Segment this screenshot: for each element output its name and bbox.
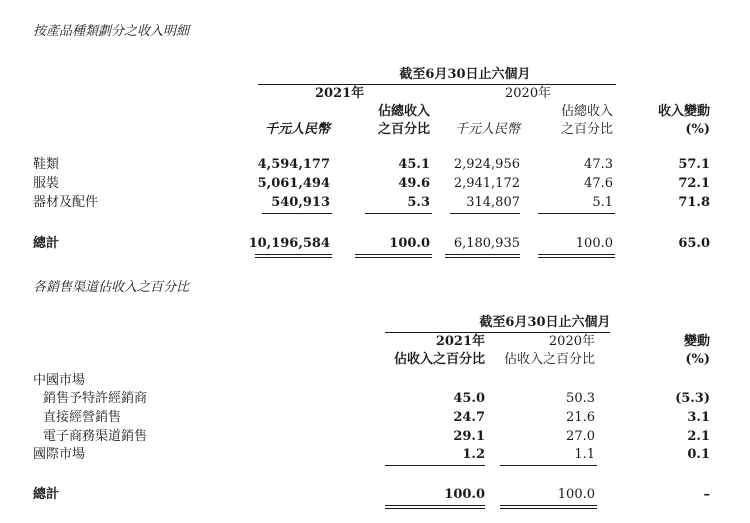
total-change: 65.0 [678,236,710,251]
underline-pct-2021 [385,465,485,466]
row-pct-2021: 24.7 [453,410,485,425]
total-rmb-2020: 6,180,935 [453,236,520,251]
col-change-line2: (%) [685,352,710,367]
col-pct-2021-line2: 之百分比 [377,122,430,137]
col-rmb-2021: 千元人民幣 [264,122,330,137]
double-underline [255,254,332,258]
year-2020-header: 2020年 [548,334,595,349]
period-underline [385,332,610,333]
underline-rmb-2020 [450,213,520,214]
row-pct-2020: 5.1 [592,195,613,210]
row-label: 器材及配件 [33,195,99,210]
section1-period-header: 截至6月30日止六個月 [399,67,531,82]
section2-title: 各銷售渠道佔收入之百分比 [33,280,190,295]
row-pct-2021: 1.2 [462,447,485,462]
row-pct-2020: 1.1 [574,447,595,462]
double-underline [445,254,520,258]
row-label: 鞋類 [33,157,60,172]
section1-title: 按產品種類劃分之收入明細 [33,24,190,39]
row-rmb-2020: 2,924,956 [453,157,520,172]
total-pct-2021: 100.0 [389,236,430,251]
row-label: 電子商務渠道銷售 [43,429,148,444]
year-2021-header: 2021年 [315,86,365,101]
row-change: 2.1 [687,429,710,444]
total-pct-2021: 100.0 [444,487,485,502]
row-change: 3.1 [687,410,710,425]
double-underline [538,254,615,258]
col-pct-2020: 佔收入之百分比 [503,352,595,367]
year-2020-header: 2020年 [505,86,552,101]
row-pct-2020: 21.6 [566,410,595,425]
col-change-line1: 變動 [683,334,710,349]
col-change-line2: (%) [685,122,710,137]
row-pct-2021: 45.0 [453,391,485,406]
row-rmb-2020: 2,941,172 [453,176,520,191]
row-change: 57.1 [678,157,710,172]
total-pct-2020: 100.0 [557,487,595,502]
row-change: 0.1 [687,447,710,462]
row-label-international: 國際市場 [33,447,86,462]
total-change: – [703,487,710,502]
row-pct-2020: 47.6 [584,176,613,191]
row-change: (5.3) [675,391,710,406]
row-change: 72.1 [678,176,710,191]
col-pct-2021: 佔收入之百分比 [393,352,485,367]
row-pct-2020: 47.3 [584,157,613,172]
row-rmb-2021: 540,913 [271,195,330,210]
underline-pct-2021 [365,213,432,214]
col-rmb-2020: 千元人民幣 [454,122,520,137]
row-rmb-2021: 5,061,494 [257,176,330,191]
underline-pct-2020 [500,465,597,466]
col-pct-2020-line1: 佔總收入 [560,104,613,119]
double-underline [385,505,485,509]
underline-pct-2020 [538,213,615,214]
row-label: 直接經營銷售 [43,410,122,425]
col-pct-2020-line2: 之百分比 [560,122,613,137]
underline-rmb-2021 [262,213,332,214]
total-label: 總計 [33,236,60,251]
row-rmb-2021: 4,594,177 [257,157,330,172]
double-underline [355,254,432,258]
row-pct-2021: 45.1 [398,157,430,172]
total-pct-2020: 100.0 [575,236,613,251]
row-pct-2021: 5.3 [407,195,430,210]
row-rmb-2020: 314,807 [466,195,520,210]
row-change: 71.8 [678,195,710,210]
row-label: 服裝 [33,176,60,191]
period-underline [258,84,616,85]
year-2021-header: 2021年 [435,334,485,349]
row-pct-2021: 49.6 [398,176,430,191]
group-label-china: 中國市場 [33,373,86,388]
row-label: 銷售予特許經銷商 [43,391,148,406]
row-pct-2020: 50.3 [566,391,595,406]
section2-period-header: 截至6月30日止六個月 [479,315,611,330]
col-change-line1: 收入變動 [657,104,710,119]
double-underline [500,505,597,509]
row-pct-2020: 27.0 [566,429,595,444]
total-label: 總計 [33,487,60,502]
total-rmb-2021: 10,196,584 [248,236,330,251]
col-pct-2021-line1: 佔總收入 [377,104,430,119]
row-pct-2021: 29.1 [453,429,485,444]
